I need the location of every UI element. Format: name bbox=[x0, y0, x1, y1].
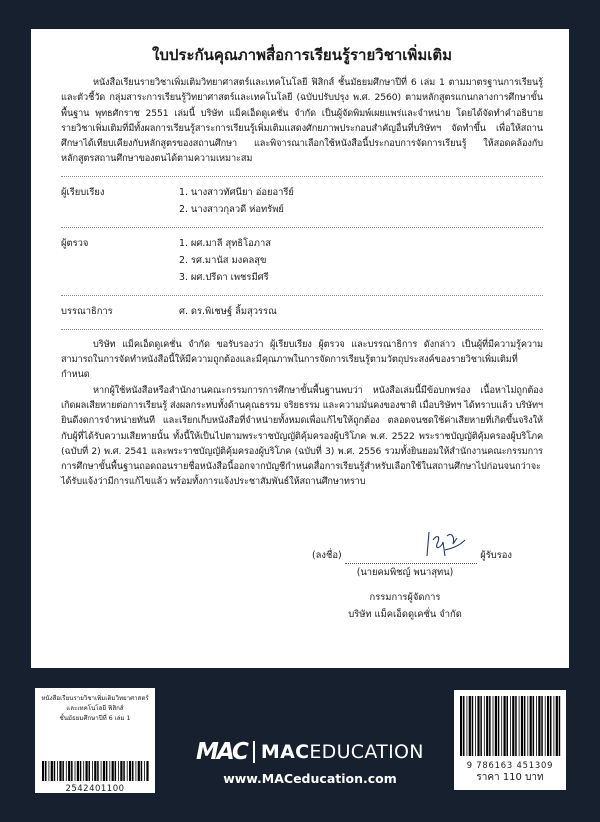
mac-logo-mark: MAC bbox=[196, 739, 247, 765]
intro-paragraph: หนังสือเรียนรายวิชาเพิ่มเติมวิทยาศาสตร์และเทคโนโลยี ฟิสิกส์ ชั้นมัธยมศึกษาปีที่ 6 เล่ม 1 ตามมาตรฐานการเรียนรู้และตัวชี้วัด กลุ่มสาระการเรียนรู้วิทยาศาสตร์และเทคโนโลยี (ฉบับปรับปรุง พ.ศ. 2560) ตามหลักสูตรแกนกลางการศึกษาขั้นพื้นฐาน พุทธศักราช 2551 เล่มนี้ บริษัท แม็คเอ็ดดูเคชั่น จำกัด เป็นผู้จัดพิมพ์เผยแพร่และจำหน่าย โดยได้จัดทำคำอธิบายรายวิชาเพิ่มเติมที่มีทั้งผลการเรียนรู้สาระการเรียนรู้เพิ่มเติมแสดงศักยภาพประกอบสำคัญอื่นที่บริษัทฯ จัดทำขึ้น เพื่อให้สถานศึกษาได้เทียบเคียงกับหลักสูตรของสถานศึกษา และพิจารณาเลือกใช้หนังสือนี้ประกอบการจัดการเรียนรู้ ให้สอดคล้องกับหลักสูตรสถานศึกษาของตนได้ตามความเหมาะสม bbox=[61, 77, 543, 165]
author-name: 1. นางสาวทัศนียา อ่อยอารีย์ bbox=[179, 186, 294, 198]
editor-label: บรรณาธิการ bbox=[61, 305, 113, 317]
editor-row bbox=[61, 303, 543, 320]
reviewers-list bbox=[179, 235, 543, 286]
divider bbox=[61, 227, 543, 228]
editor-name: ศ. ดร.พิเชษฐ์ ลิ้มสุวรรณ bbox=[179, 305, 277, 317]
signature-block bbox=[312, 548, 512, 623]
isbn-number: 9 786163 451309 bbox=[466, 760, 554, 770]
isbn-barcode-bars bbox=[459, 696, 561, 756]
authors-label: ผู้เรียบเรียง bbox=[61, 186, 105, 198]
reviewer-name: 3. ผศ.ปรีดา เพชรมีศรี bbox=[179, 271, 269, 283]
divider bbox=[61, 176, 543, 177]
product-barcode bbox=[35, 759, 155, 793]
price-label: ราคา 110 บาท bbox=[476, 772, 544, 783]
signer-name: (นายคมพิชญ์ พนาสุทน) bbox=[356, 567, 454, 578]
signature-line bbox=[312, 548, 512, 564]
authors-row bbox=[61, 184, 543, 218]
guarantee-paragraph-2: หากผู้ใช้หนังสือหรือสำนักงานคณะกรรมการการศึกษาขั้นพื้นฐานพบว่า หนังสือเล่มนี้มีข้อบกพร่อง เนื้อหาไม่ถูกต้อง เกิดผลเสียหายต่อการเรียนรู้ ส่งผลกระทบทั้งด้านคุณธรรม จริยธรรม และความมั่นคงของชาติ เมื่อบริษัทฯ ได้ทราบแล้ว บริษัทฯ ยินดีงดการจำหน่ายทันที และเรียกเก็บหนังสือที่จำหน่ายทั้งหมดเพื่อแก้ไขให้ถูกต้อง ตลอดจนชดใช้ค่าเสียหายที่เกิดขึ้นจริงให้กับผู้ที่ได้รับความเสียหายนั้น ทั้งนี้ให้เป็นไปตามพระราชบัญญัติคุ้มครองผู้บริโภค พ.ศ. 2522 พระราชบัญญัติคุ้มครองผู้บริโภค (ฉบับที่ 2) พ.ศ. 2541 และพระราชบัญญัติคุ้มครองผู้บริโภค (ฉบับที่ 3) พ.ศ. 2556 รวมทั้งยินยอมให้สำนักงานคณะกรรมการการศึกษาขั้นพื้นฐานถอดถอนรายชื่อหนังสือนี้ออกจากบัญชีกำหนดสื่อการเรียนรู้สำหรับเลือกใช้ในสถานศึกษาไปก่อนจนกว่าจะได้รับแจ้งว่ามีการแก้ไขแล้ว พร้อมทั้งการแจ้งประชาสัมพันธ์ให้สถานศึกษาทราบ bbox=[61, 384, 543, 488]
handwritten-signature bbox=[423, 526, 467, 560]
guarantee-paragraph-1: บริษัท แม็คเอ็ดดูเคชั่น จำกัด ขอรับรองว่า ผู้เรียบเรียง ผู้ตรวจ และบรรณาธิการ ดังกล่าว เป็นผู้ที่มีความรู้ความสามารถในการจัดทำหนังสือนี้ให้มีความถูกต้องและมีคุณภาพในการจัดการเรียนรู้ตามวัตถุประสงค์ของรายวิชาเพิ่มเติมที่กำหนด bbox=[61, 338, 543, 381]
signature-dotted-line bbox=[345, 552, 478, 564]
spine-line: ชั้นมัธยมศึกษาปีที่ 6 เล่ม 1 bbox=[59, 715, 131, 722]
authors-list bbox=[179, 184, 543, 218]
signer-company: บริษัท แม็คเอ็ดดูเคชั่น จำกัด bbox=[348, 609, 462, 620]
reviewers-label: ผู้ตรวจ bbox=[61, 237, 89, 249]
signature-suffix: ผู้รับรอง bbox=[480, 550, 512, 561]
divider bbox=[61, 295, 543, 296]
website-url: www.MACeducation.com bbox=[223, 771, 397, 786]
signer-position: กรรมการผู้จัดการ bbox=[369, 592, 441, 603]
mac-education-logo bbox=[196, 739, 424, 765]
page-title: ใบประกันคุณภาพสื่อการเรียนรู้รายวิชาเพิ่มเติม bbox=[152, 46, 452, 64]
author-name: 2. นางสาวกุลวดี ห่อทรัพย์ bbox=[179, 203, 284, 215]
reviewer-name: 1. ผศ.มาลี สุทธิโอภาส bbox=[179, 237, 271, 249]
reviewer-name: 2. รศ.มานัส มงคลสุข bbox=[179, 254, 267, 266]
spine-line: และเทคโนโลยี ฟิสิกส์ bbox=[66, 705, 124, 712]
signature-prefix: (ลงชื่อ) bbox=[312, 550, 342, 561]
barcode-bars bbox=[41, 761, 149, 781]
brand-name: MACEDUCATION bbox=[260, 741, 424, 763]
logo-separator bbox=[253, 741, 255, 763]
product-code: 2542401100 bbox=[65, 784, 125, 794]
spine-line: หนังสือเรียนรายวิชาเพิ่มเติมวิทยาศาสตร์ bbox=[41, 695, 149, 702]
isbn-barcode-box bbox=[454, 690, 566, 790]
reviewers-row bbox=[61, 235, 543, 286]
spine-label-box bbox=[35, 688, 155, 761]
divider bbox=[61, 329, 543, 330]
